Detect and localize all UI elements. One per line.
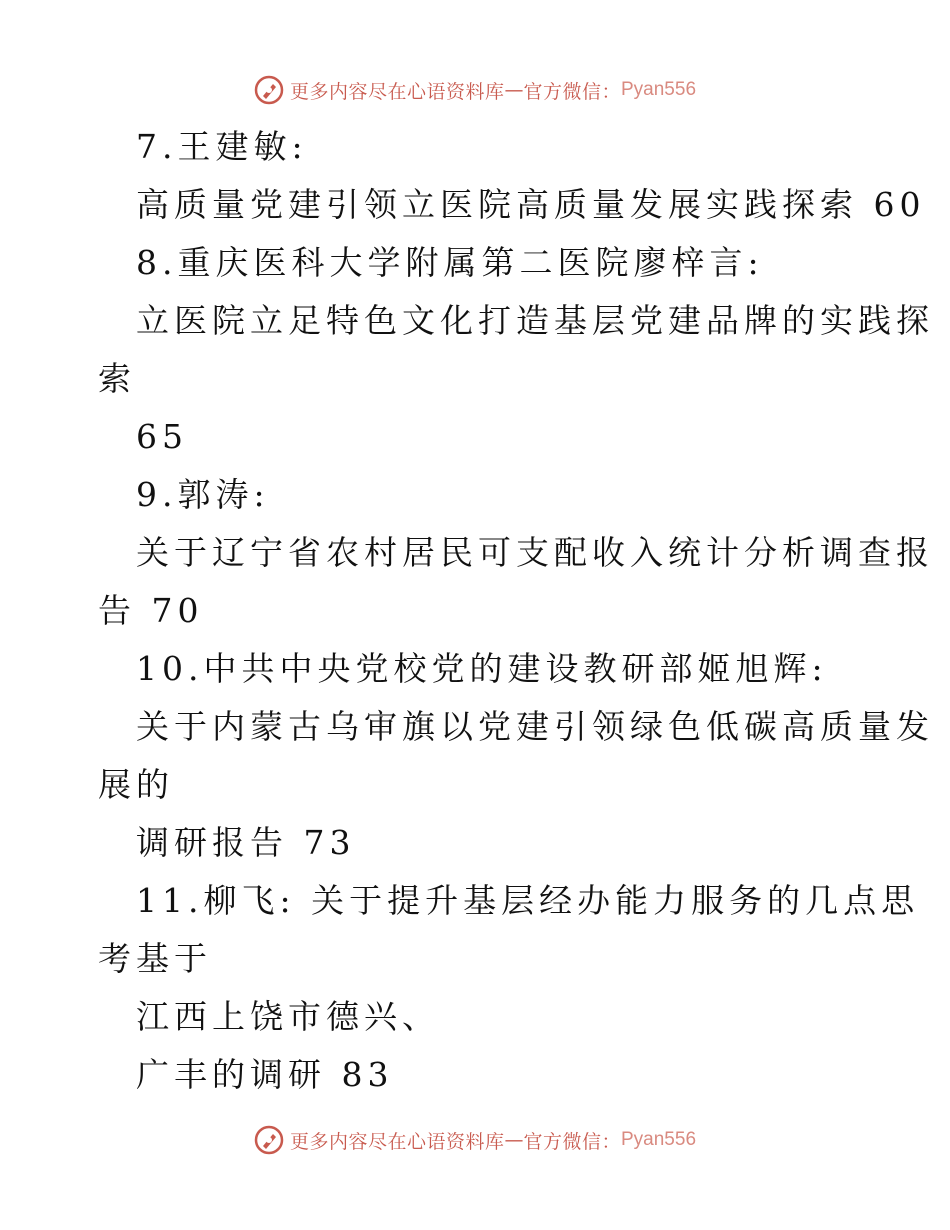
banner-brand-text: 更多内容尽在心语资料库 <box>289 80 505 103</box>
toc-line: 7.王建敏: <box>136 127 308 166</box>
toc-line: 9.郭涛: <box>136 475 270 514</box>
toc-line: 关于内蒙古乌审旗以党建引领绿色低碳高质量发 <box>136 707 934 746</box>
banner-official-label: 官方微信： <box>523 80 621 103</box>
banner-wechat-id: Pyan556 <box>621 79 697 100</box>
pen-nib-logo-icon <box>254 1125 284 1155</box>
toc-line: 调研报告 73 <box>136 823 356 862</box>
toc-line: 江西上饶市德兴、 <box>136 997 440 1036</box>
toc-line: 告 70 <box>98 591 204 630</box>
banner-dash: — <box>504 79 524 101</box>
toc-line: 高质量党建引领立医院高质量发展实践探索 60 <box>136 185 926 224</box>
toc-line: 10.中共中央党校党的建设教研部姬旭辉: <box>136 649 828 688</box>
toc-line: 广丰的调研 83 <box>136 1055 394 1094</box>
banner-brand-text: 更多内容尽在心语资料库 <box>289 1130 505 1153</box>
toc-line: 65 <box>136 417 188 456</box>
toc-line: 11.柳飞: 关于提升基层经办能力服务的几点思 <box>136 881 920 920</box>
toc-line: 立医院立足特色文化打造基层党建品牌的实践探 <box>136 301 934 340</box>
banner-wechat-id: Pyan556 <box>621 1129 697 1150</box>
banner-dash: — <box>504 1129 524 1151</box>
toc-line: 索 <box>98 359 136 398</box>
toc-line: 展的 <box>98 765 174 804</box>
footer-watermark-banner <box>0 1120 950 1160</box>
toc-line: 考基于 <box>98 939 212 978</box>
banner-official-label: 官方微信： <box>523 1130 621 1153</box>
toc-line: 8.重庆医科大学附属第二医院廖梓言: <box>136 243 764 282</box>
toc-line: 关于辽宁省农村居民可支配收入统计分析调查报 <box>136 533 934 572</box>
